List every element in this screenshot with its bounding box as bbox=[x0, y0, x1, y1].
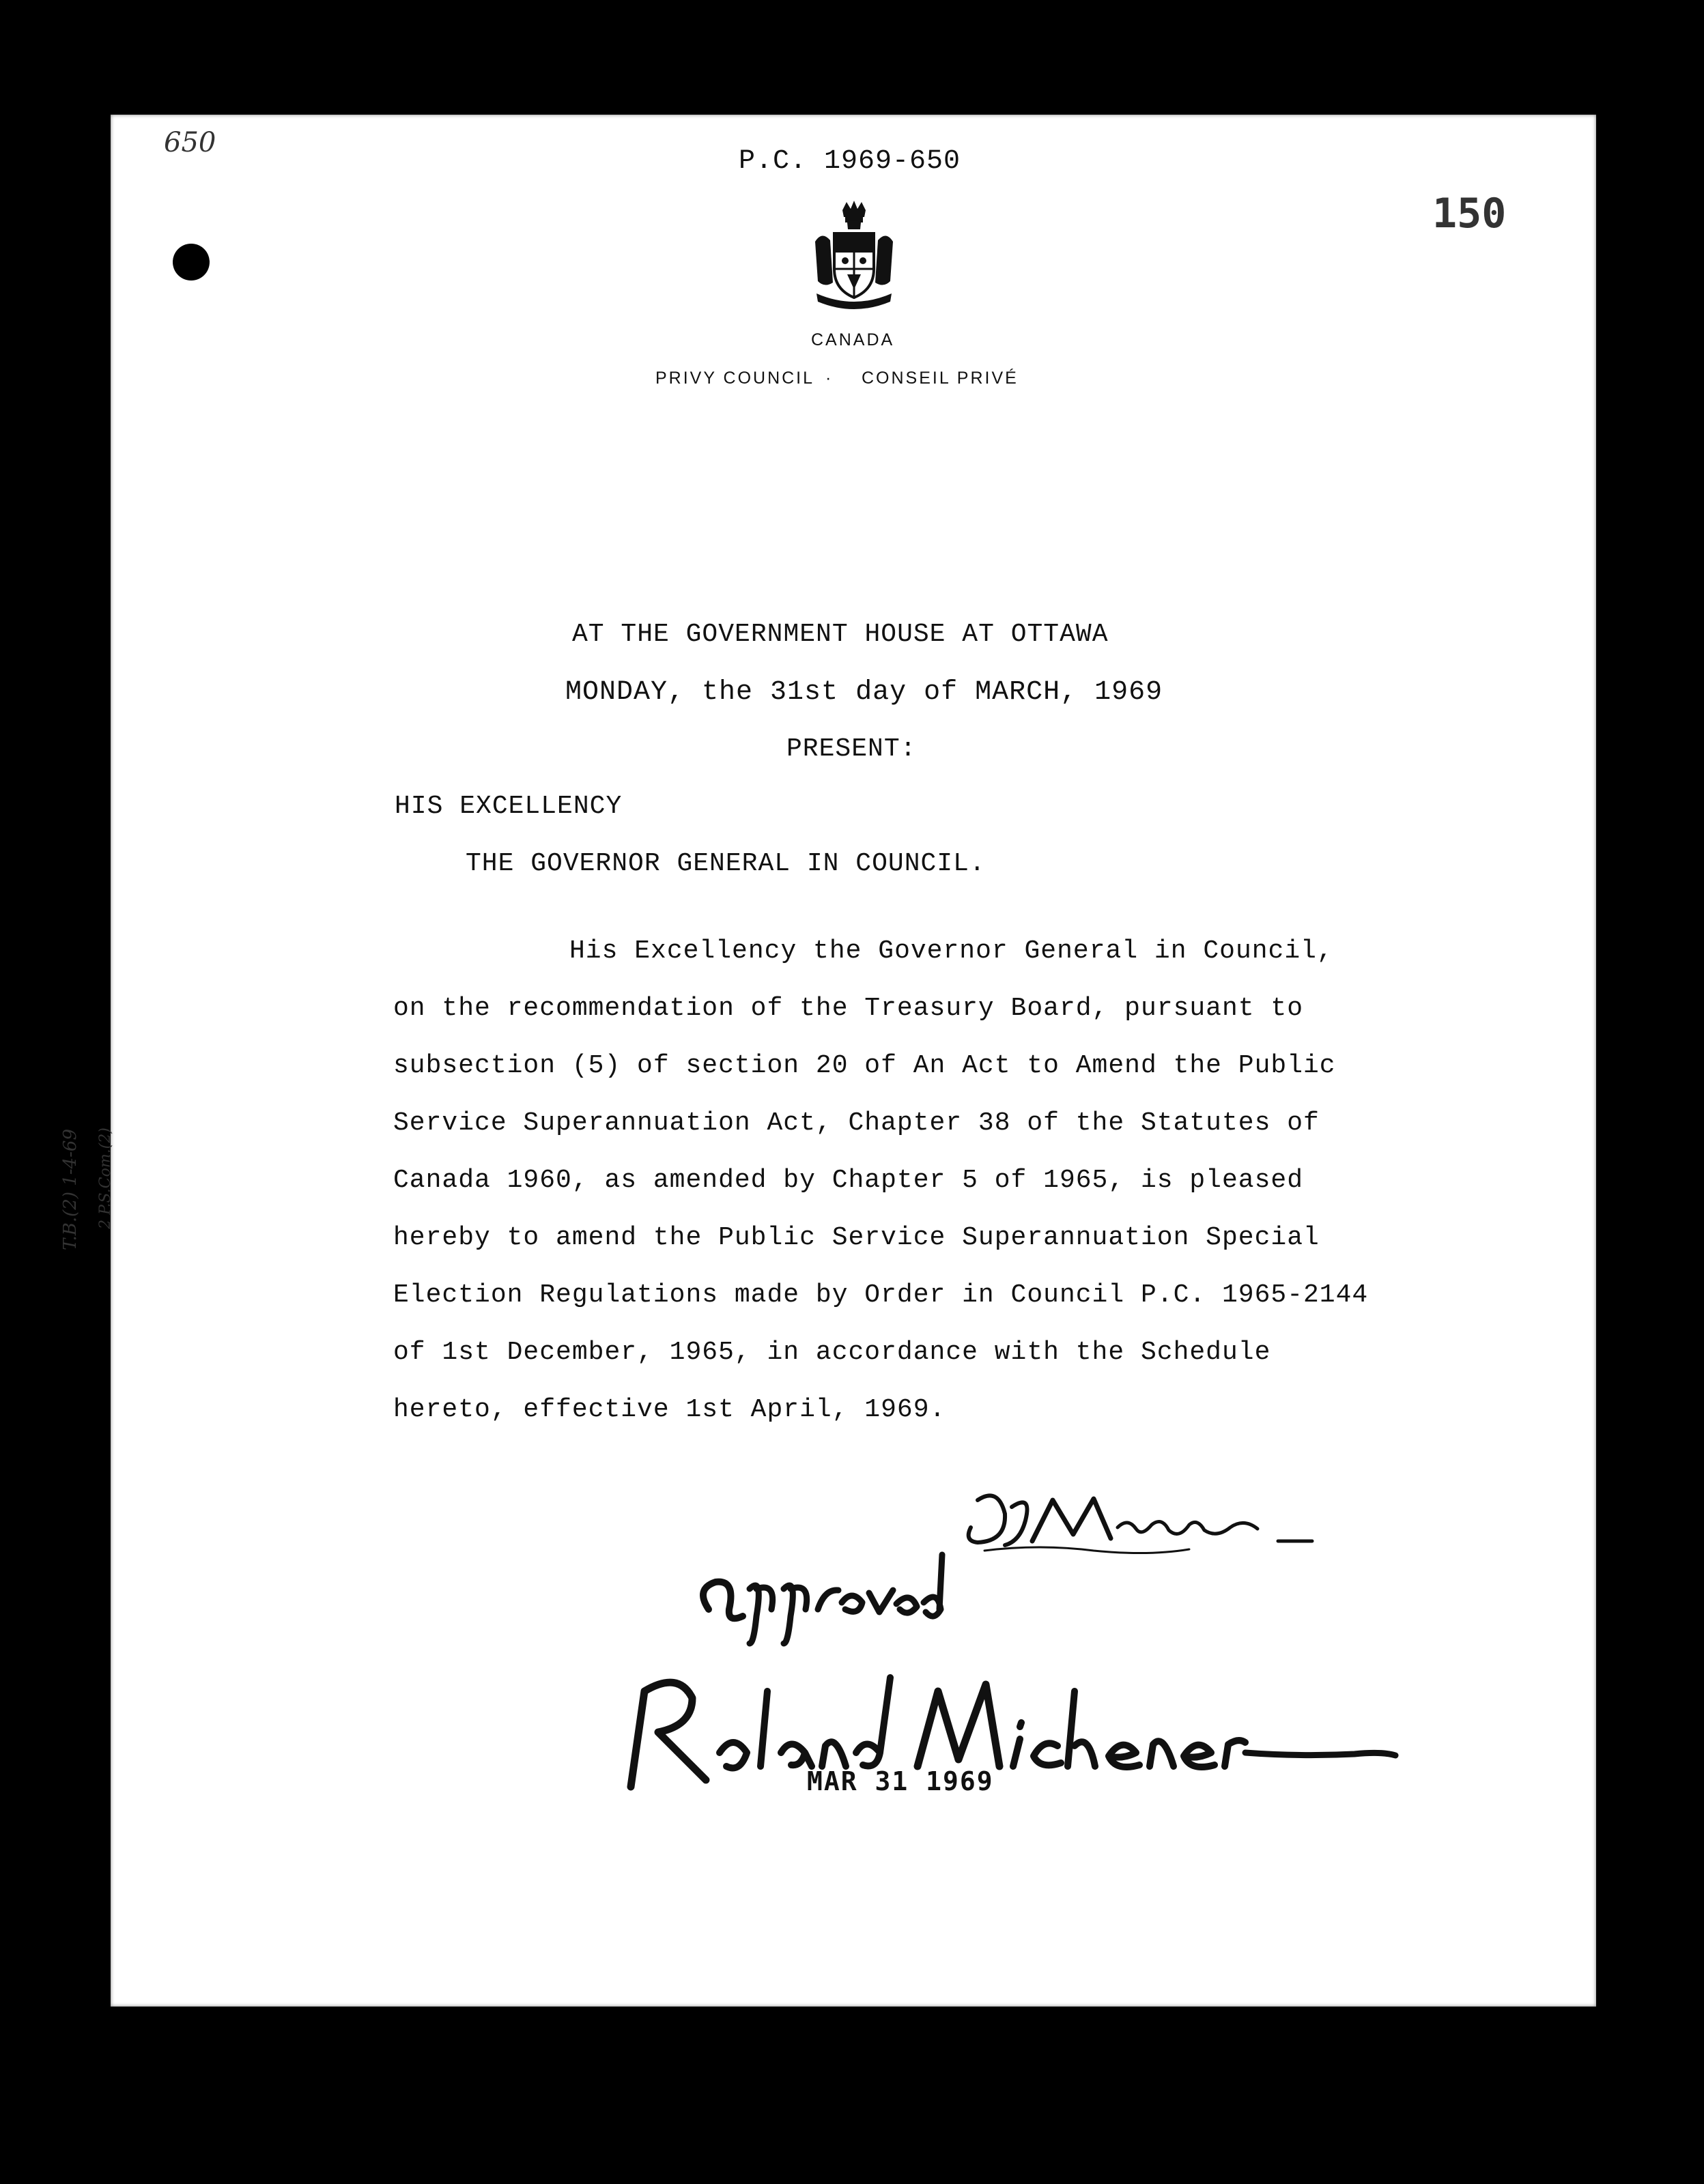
present-label: PRESENT: bbox=[786, 734, 917, 764]
country-name: CANADA bbox=[811, 330, 895, 349]
header-separator: · bbox=[825, 369, 834, 388]
approval-date-stamp: MAR 31 1969 bbox=[807, 1766, 994, 1796]
body-line: hereto, effective 1st April, 1969. bbox=[393, 1395, 946, 1424]
body-line: Canada 1960, as amended by Chapter 5 of 1965, is pleased bbox=[393, 1166, 1304, 1195]
approved-handwriting bbox=[688, 1541, 948, 1650]
punch-hole bbox=[173, 244, 210, 281]
margin-note-primary: T.B.(2) 1-4-69 bbox=[60, 1129, 81, 1250]
governor-line: THE GOVERNOR GENERAL IN COUNCIL. bbox=[466, 849, 986, 878]
body-line: of 1st December, 1965, in accordance with the Schedule bbox=[393, 1338, 1271, 1367]
date-line: MONDAY, the 31st day of MARCH, 1969 bbox=[565, 677, 1163, 708]
document-page bbox=[60, 115, 1596, 2007]
body-line: hereby to amend the Public Service Superannuation Special bbox=[393, 1223, 1320, 1252]
coat-of-arms-icon bbox=[810, 201, 898, 313]
clerk-signature bbox=[957, 1480, 1339, 1562]
council-name-fr: CONSEIL PRIVÉ bbox=[862, 369, 1019, 388]
order-number: P.C. 1969-650 bbox=[739, 146, 961, 177]
body-line: on the recommendation of the Treasury Board, pursuant to bbox=[393, 994, 1304, 1023]
margin-note-secondary: 2 P.S.Com.(2) bbox=[96, 1127, 114, 1229]
governor-signature bbox=[617, 1664, 1402, 1800]
council-name: PRIVY COUNCIL bbox=[655, 369, 815, 388]
body-line: His Excellency the Governor General in Council, bbox=[569, 936, 1333, 966]
body-line: Service Superannuation Act, Chapter 38 of the Statutes of bbox=[393, 1108, 1320, 1138]
handwritten-corner-number: 650 bbox=[164, 127, 216, 158]
body-line: Election Regulations made by Order in Council P.C. 1965-2144 bbox=[393, 1280, 1369, 1310]
body-line: subsection (5) of section 20 of An Act to Amend the Public bbox=[393, 1051, 1336, 1080]
page-number: 150 bbox=[1432, 190, 1507, 238]
excellency-line: HIS EXCELLENCY bbox=[395, 792, 623, 821]
location-line: AT THE GOVERNMENT HOUSE AT OTTAWA bbox=[572, 620, 1109, 649]
